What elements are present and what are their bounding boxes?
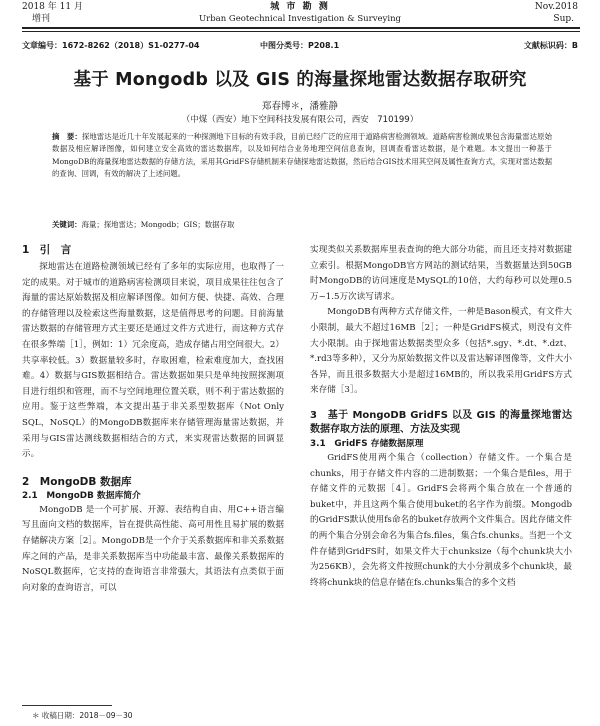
section-1-paragraph: 探地雷达在道路检测领域已经有了多年的实际应用，也取得了一定的成果。对于城市的道路病害检测项目来说，项目成果往往包含了海量的雷达原始数据及相应解译图像。如何方便、快捷、高效、合理的存储管理以及检索这些海量数据，这是值得思考的问题。目前海量雷达数据的存储管理方式主要还是通过文件方式进行，而这种方式存在很多弊端［1］，例如：1）冗余度高，造成存储占用空间很大。2）共享率较低。3）数据量较多时，存取困难，检索难度加大，查找困难。4）数据与GIS数据相结合。雷达数据如果只是单纯按照探测项目进行组织和管理，而不与空间地理位置关联，则不利于雷达数据的应用。鉴于这些弊端，本文提出基于非关系型数据库（Not Only SQL，NoSQL）的MongoDB数据库来存储管理海量雷达数据，并采用与GIS雷达测线数据相结合的方式，来实现雷达数据的回调显示。 [22, 262, 284, 460]
section-1-heading: 1 引 言 [22, 244, 72, 256]
section-2-1-paragraph: MongoDB 是一个可扩展、开源、表结构自由、用C++语言编写且面向文档的数据库，旨在提供高性能、高可用性且易扩展的数据存储解决方案［2］。MongoDB是一个介于关系数据库和非关系数据库之间的产品，是非关系数据库当中功能最丰富、最像关系数据库的NoSQL数据库，它支持的查询语言非常强大，其语法有点类似于面向对象的查询语言，可以 [22, 504, 284, 593]
footnote-rule [22, 705, 112, 706]
header-journal-en: Urban Geotechnical Investigation & Surveying [199, 14, 401, 24]
abstract-label: 摘 要： [52, 132, 82, 141]
left-column [22, 243, 284, 596]
keywords-text: 海量；探地雷达；Mongodb；GIS；数据存取 [81, 220, 235, 229]
abstract [52, 131, 552, 181]
keywords [52, 219, 552, 230]
paper-affiliation: （中煤（西安）地下空间科技发展有限公司，西安 710199） [181, 115, 419, 125]
section-3-1-paragraph: GridFS使用两个集合（collection）存储文件。一个集合是chunks，用于存储文件内容的二进制数据；一个集合是files，用于存储文件的元数据［4］。GridFS会将两个集合放在一个普通的buket中，并且这两个集合使用buket的名字作为前缀。Mongodb的GridFS默认使用fs命名的buket存放两个文件集合。因此存储文件的两个集合分别会命名为集合fs.files，集合fs.chunks。当把一个文件存储到GridFS时，如果文件大于chunksize（每个chunk块大小为256KB），会先将文件按照chunk的大小分割成多个chunk块，最终将chunk块的信息存储在fs.chunks集合的多个文档 [310, 452, 572, 588]
document-code: 文献标识码：B [523, 41, 578, 50]
header-right-date: Nov.2018 [534, 2, 578, 12]
abstract-text: 探地雷达是近几十年发展起来的一种探测地下目标的有效手段，目前已经广泛的应用于道路病害检测领域。道路病害检测成果包含海量雷达原始数据及相应解译图像，如何建立安全高效的雷达数据库，以及如何结合业务地理空间信息查询，回调查看雷达数据，是个难题。本文提出一种基于MongoDB的海量探地雷达数据的存储方法，采用其GridFS存储机制来存储探地雷达数据，然后结合GIS技术用其空间及属性查询方式，实现对雷达数据的查询、回调，有效的解决了上述问题。 [52, 132, 552, 179]
right-column [310, 243, 572, 591]
header-left-issue: 增刊 [32, 14, 51, 24]
section-3-heading: 3 基于 MongoDB GridFS 以及 GIS 的海量探地雷达数据存取方法的原理、方法及实现 [310, 409, 572, 435]
paper-authors: 郑春博＊，潘雅静 [261, 101, 338, 112]
header-rule-thick [22, 27, 580, 29]
clc-number: 中图分类号：P208.1 [260, 41, 340, 50]
continued-paragraph: 实现类似关系数据库里表查询的绝大部分功能，而且还支持对数据建立索引。根据MongoDB官方网站的测试结果，当数据量达到50GB时MongoDB的访问速度是MySQL的10倍，大约每秒可以处理0.5万~1.5万次读写请求。 [310, 245, 572, 302]
received-date-footnote: ＊ 收稿日期：2018－09－30 [32, 711, 133, 720]
header-journal-cn: 城 市 勘 测 [270, 2, 330, 12]
section-2-1-heading: 2.1 MongoDB 数据库简介 [22, 490, 141, 501]
article-number: 文章编号：1672-8262（2018）S1-0277-04 [22, 41, 200, 50]
paper-title: 基于 Mongodb 以及 GIS 的海量探地雷达数据存取研究 [73, 70, 527, 90]
storage-modes-paragraph: MongoDB有两种方式存储文件，一种是Bason模式，有文件大小限制，最大不超过16MB［2］；一种是GridFS模式，则没有文件大小限制。由于探地雷达数据类型众多（包括*.sgy、*.dt、*.dzt、*.rd3等多种），又分为原始数据文件以及雷达解译图像等，文件大小各异，而且很多数据大小是超过16MB的，所以我采用GridFS方式来存储［3］。 [310, 307, 572, 396]
keywords-label: 关键词： [52, 220, 82, 229]
section-2-heading: 2 MongoDB 数据库 [22, 475, 132, 488]
header-left-date: 2018 年 11 月 [22, 2, 83, 12]
section-3-1-heading: 3.1 GridFS 存储数据原理 [310, 438, 424, 449]
header-right-issue: Sup. [553, 14, 574, 24]
header-rule-thin [22, 31, 580, 32]
